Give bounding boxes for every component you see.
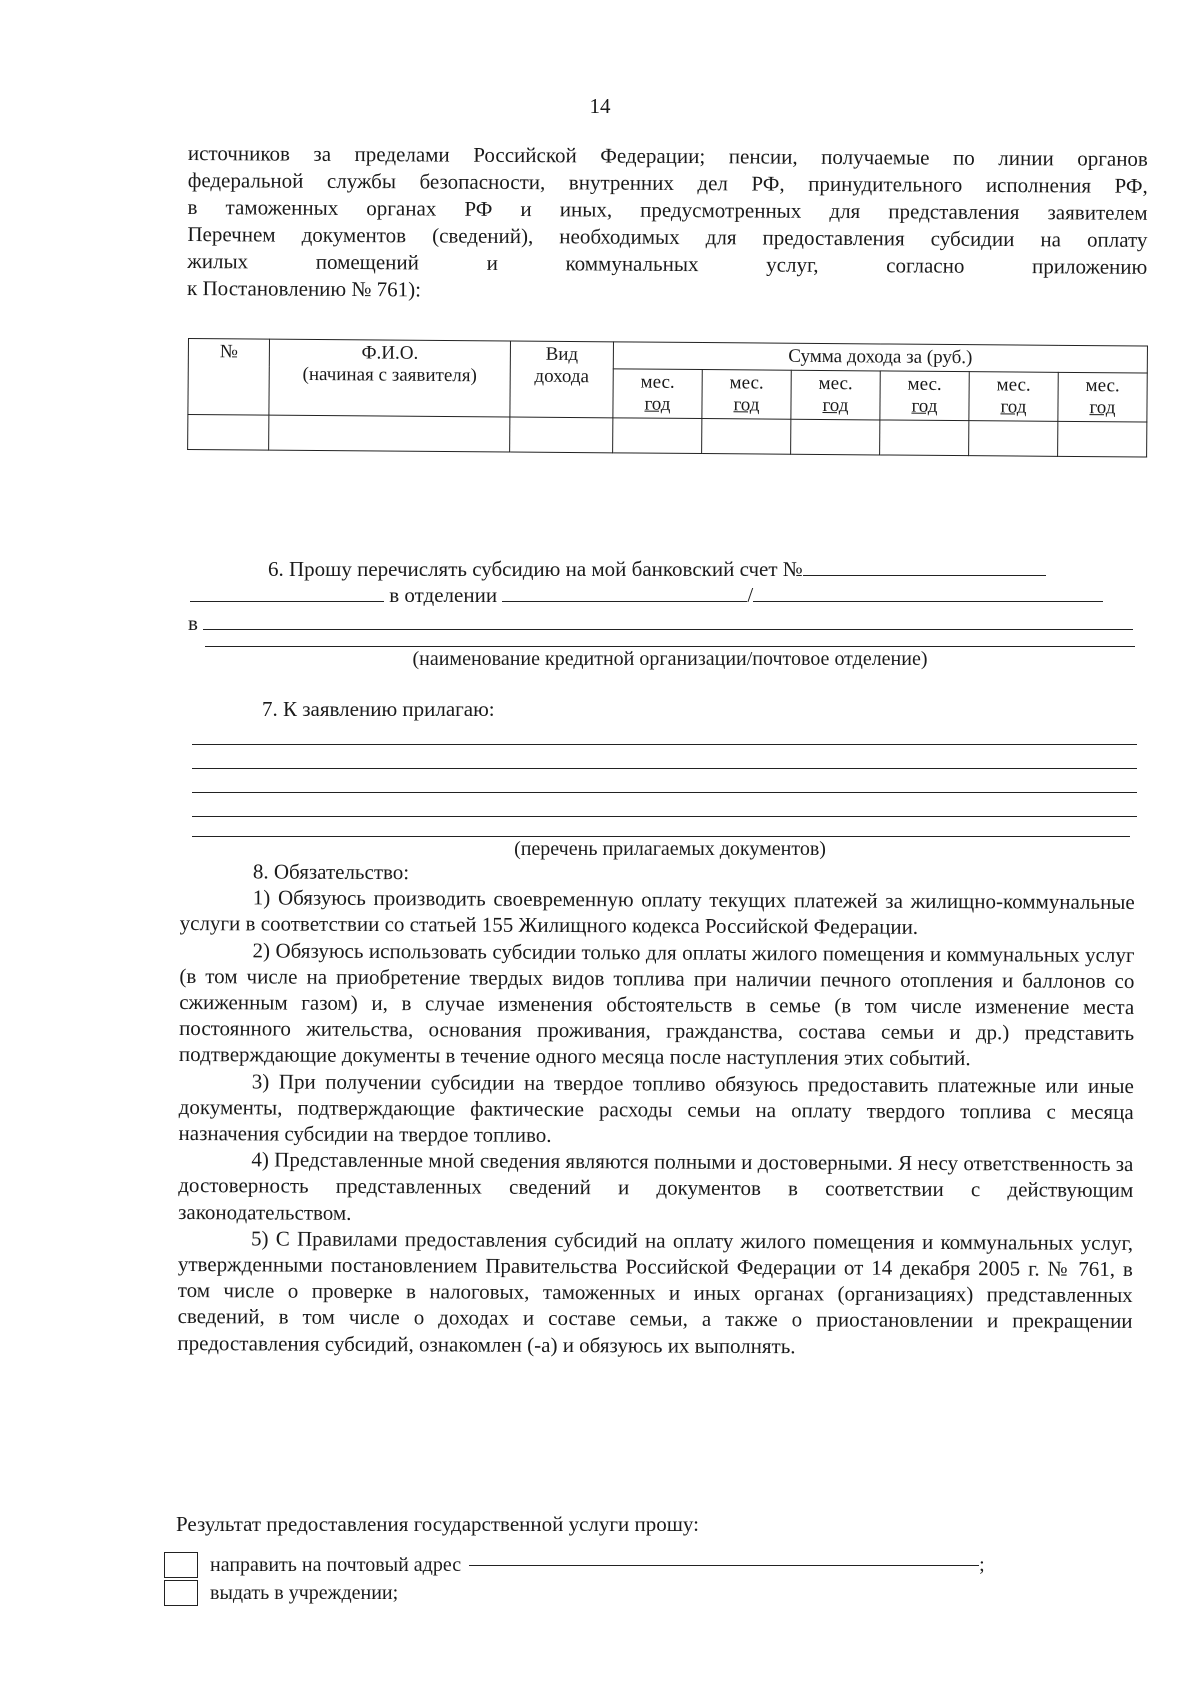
table-cell[interactable] (969, 421, 1058, 457)
year-label: год (733, 394, 760, 416)
option-mail-label: направить на почтовый адрес (210, 1553, 462, 1576)
result-title: Результат предоставления государственной услуги прошу: (176, 1512, 699, 1536)
section-7-title: 7. К заявлению прилагаю: (262, 697, 495, 721)
section-8 (177, 858, 1135, 1361)
header-income-type (510, 341, 614, 418)
table-cell[interactable] (510, 417, 613, 453)
month-label: мес. (729, 372, 764, 394)
header-month-col (613, 369, 702, 419)
intro-line: федеральной службы безопасности, внутренних дел РФ, принудительного исполнения РФ, (187, 167, 1148, 198)
table-cell[interactable] (880, 420, 969, 456)
bank-name-field-line-2[interactable] (205, 646, 1135, 647)
account-number-field[interactable] (803, 575, 1046, 576)
header-fio-title: Ф.И.О. (361, 342, 419, 364)
obligation-item: 3) При получении субсидии на твердое топливо обязуюсь предоставить платежные или иные документы, подтверждающие фактические расходы семьи на оплату твердого топлива с месяца назначения субсидии на твердое топливо. (178, 1069, 1134, 1147)
header-fio (269, 339, 511, 417)
option-office-row (164, 1580, 398, 1606)
year-label: год (644, 393, 671, 415)
header-income-type-1: Вид (545, 343, 579, 366)
table-cell[interactable] (188, 415, 269, 451)
header-fio-subtitle: (начиная с заявителя) (302, 363, 477, 387)
header-month-col (791, 370, 880, 420)
header-income-sum: Сумма дохода за (руб.) (613, 342, 1147, 373)
section-6-line-1 (268, 556, 1046, 583)
section-6-caption: (наименование кредитной организации/почтовое отделение) (412, 648, 928, 670)
header-number: № (188, 339, 270, 416)
table-cell[interactable] (613, 418, 702, 454)
obligation-item: 2) Обязуюсь использовать субсидии только для оплаты жилого помещения и коммунальных услуг (в том числе на приобретение твердых видов топлива при наличии печного отопления и баллонов со сжиженным газом) и, в случае изменения обстоятельств в семье (в том числе изменение места постоянного жительства, основания проживания, гражданства, состава семьи и др.) представить подтверждающие документы в течение одного месяца после наступления этих событий. (178, 937, 1135, 1071)
option-mail-row (164, 1552, 985, 1578)
option-mail-checkbox[interactable] (164, 1552, 198, 1578)
table-cell[interactable] (791, 419, 880, 455)
intro-line: в таможенных органах РФ и иных, предусмотренных для представления заявителем (187, 194, 1148, 225)
bank-name-field[interactable] (203, 629, 1133, 630)
intro-paragraph (187, 140, 1148, 308)
month-label: мес. (640, 371, 675, 393)
section-6-line-3 (188, 610, 1133, 637)
header-month-col (702, 370, 791, 420)
year-label: год (822, 394, 849, 417)
table-row (188, 415, 1147, 458)
branch-field-b[interactable] (753, 601, 1103, 602)
postal-address-field[interactable] (469, 1565, 979, 1566)
month-label: мес. (907, 373, 942, 395)
section-6-text: 6. Прошу перечислять субсидию на мой банковский счет № (268, 557, 803, 581)
header-month-col (1058, 372, 1147, 422)
month-label: мес. (818, 372, 853, 395)
slash: / (747, 583, 754, 607)
attachments-line[interactable] (192, 768, 1137, 769)
table-cell[interactable] (269, 415, 510, 452)
year-label: год (911, 395, 938, 417)
obligation-item: 5) С Правилами предоставления субсидий на оплату жилого помещения и коммунальных услуг, утвержденными постановлением Правительства Российской Федерации от 14 декабря 2005 г. № 761, в том числе о проверке в налоговых, таможенных и иных органах (организациях) представленных сведений, в том числе о доходах и составе семьи, а также о приостановлении и прекращении предоставления субсидий, ознакомлен (-а) и обязуюсь их выполнять. (177, 1226, 1134, 1358)
obligation-item: 4) Представленные мной сведения являются полными и достоверными. Я несу ответственность за достоверность представленных сведений и документов в соответствии с действующим законодательством. (178, 1147, 1134, 1225)
intro-line: жилых помещений и коммунальных услуг, согласно приложению (187, 248, 1148, 279)
option-mail-end: ; (979, 1553, 985, 1576)
header-month-col (969, 372, 1058, 422)
income-table (187, 338, 1148, 458)
prefix-v: в (188, 611, 198, 635)
month-label: мес. (1085, 375, 1120, 397)
table-cell[interactable] (1058, 421, 1147, 457)
page-number: 14 (589, 94, 611, 118)
table-cell[interactable] (702, 419, 791, 455)
attachments-line[interactable] (192, 792, 1137, 793)
attachments-line[interactable] (192, 744, 1137, 745)
year-label: год (1089, 397, 1116, 419)
year-label: год (1000, 396, 1027, 418)
section-7-caption: (перечень прилагаемых документов) (514, 838, 826, 860)
month-label: мес. (996, 374, 1031, 396)
branch-label: в отделении (389, 583, 498, 607)
option-office-checkbox[interactable] (164, 1580, 198, 1606)
header-month-col (880, 371, 969, 421)
branch-code-field[interactable] (190, 601, 384, 602)
section-8-title: 8. Обязательство: (252, 859, 410, 885)
header-income-type-2: дохода (534, 365, 590, 388)
obligation-item: 1) Обязуюсь производить своевременную оплату текущих платежей за жилищно-коммунальные услуги в соответствии со статьей 155 Жилищного кодекса Российской Федерации. (179, 885, 1135, 940)
intro-line: Перечнем документов (сведений), необходимых для предоставления субсидии на оплату (187, 221, 1148, 252)
intro-line: к Постановлению № 761): (187, 275, 422, 302)
intro-line: источников за пределами Российской Федерации; пенсии, получаемые по линии органов (187, 140, 1148, 171)
branch-field-a[interactable] (502, 601, 747, 602)
attachments-line[interactable] (192, 836, 1130, 837)
section-6-line-2 (190, 582, 1103, 609)
attachments-line[interactable] (192, 816, 1137, 817)
option-office-label: выдать в учреждении; (210, 1581, 399, 1604)
